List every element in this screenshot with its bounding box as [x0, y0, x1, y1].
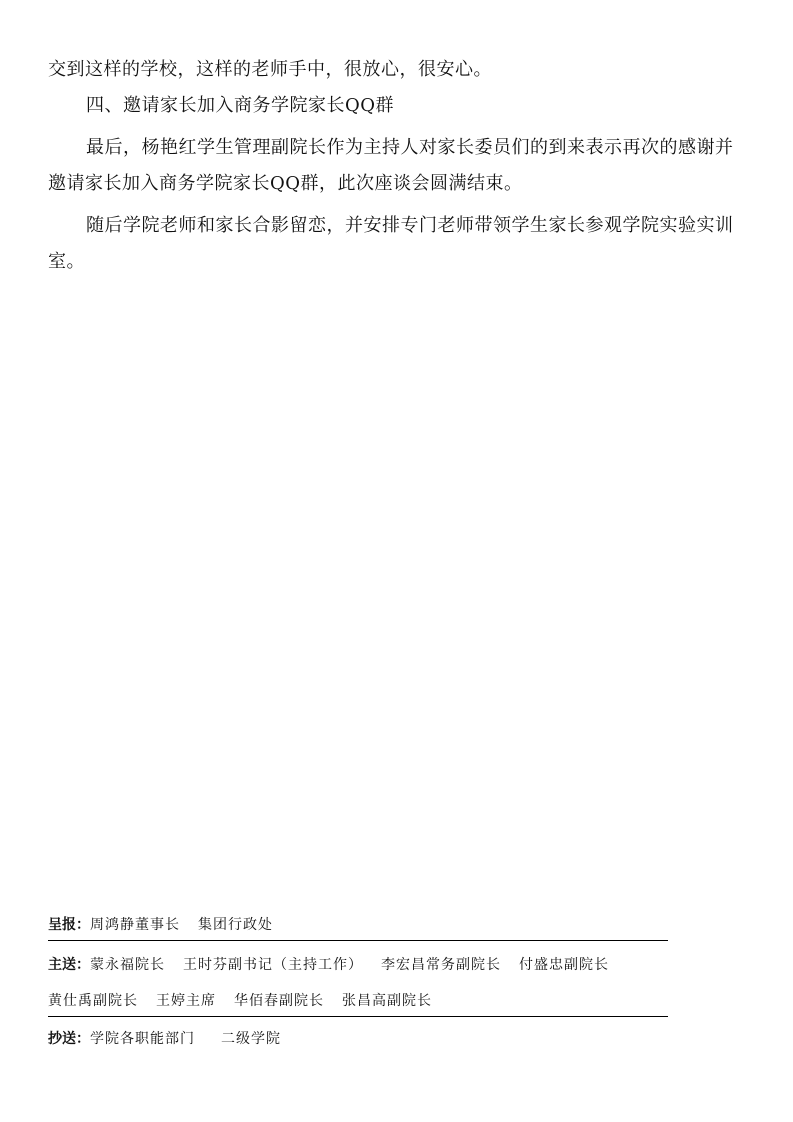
- send-recipient: 付盛忠副院长: [519, 957, 609, 973]
- send-recipient: 张昌高副院长: [342, 993, 432, 1009]
- report-label: 呈报：: [48, 917, 90, 933]
- cc-label: 抄送：: [48, 1031, 90, 1047]
- send-recipient: 王婷主席: [156, 993, 216, 1009]
- send-recipient: 王时芬副书记（主持工作）: [183, 957, 363, 973]
- report-line: [48, 914, 291, 934]
- send-label: 主送：: [48, 957, 90, 973]
- divider-rule: [48, 1016, 668, 1017]
- send-line-1: [48, 954, 748, 974]
- send-recipient: 李宏昌常务副院长: [381, 957, 501, 973]
- send-recipient: 华佰春副院长: [234, 993, 324, 1009]
- report-recipient: 集团行政处: [198, 917, 273, 933]
- cc-recipient: 学院各职能部门: [90, 1031, 195, 1047]
- cc-recipient: 二级学院: [221, 1031, 281, 1047]
- paragraph-continuation: 交到这样的学校，这样的老师手中，很放心，很安心。: [48, 59, 492, 80]
- send-line-2: [48, 990, 450, 1010]
- divider-rule: [48, 940, 668, 941]
- body-text: [48, 52, 748, 280]
- cc-line: [48, 1028, 299, 1048]
- send-recipient: 蒙永福院长: [90, 957, 165, 973]
- paragraph-closing: 最后，杨艳红学生管理副院长作为主持人对家长委员们的到来表示再次的感谢并邀请家长加入商务学院家长QQ群，此次座谈会圆满结束。: [48, 137, 734, 194]
- paragraph-tour: 随后学院老师和家长合影留恋，并安排专门老师带领学生家长参观学院实验实训室。: [48, 215, 734, 272]
- send-recipient: 黄仕禹副院长: [48, 993, 138, 1009]
- section-heading: 四、邀请家长加入商务学院家长QQ群: [86, 95, 395, 116]
- report-recipient: 周鸿静董事长: [90, 917, 180, 933]
